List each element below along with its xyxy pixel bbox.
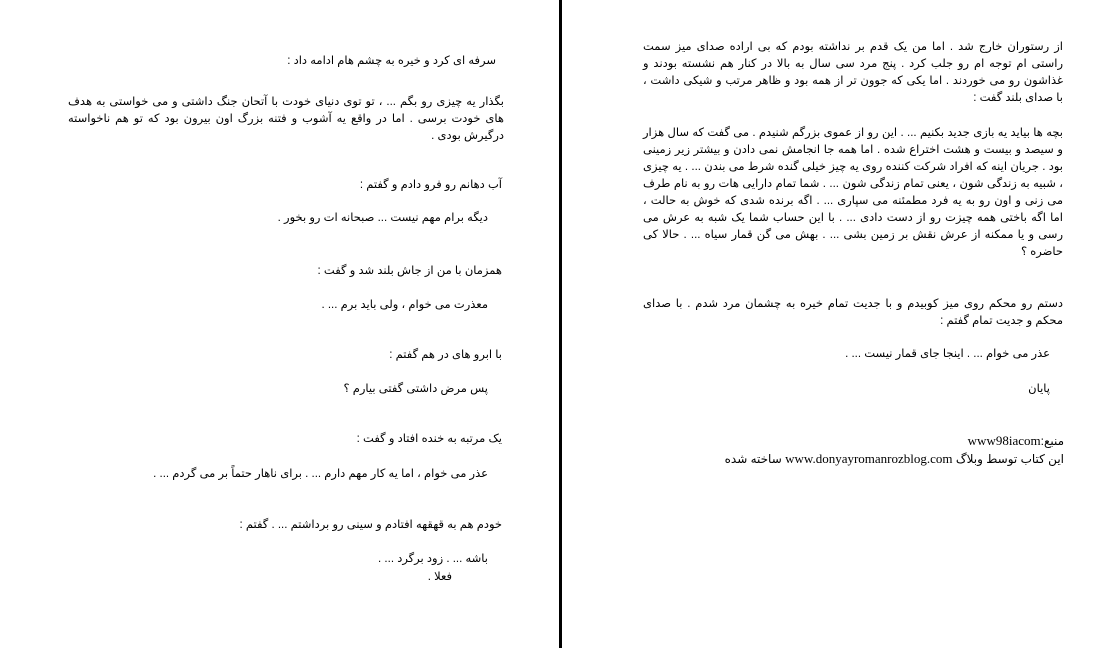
left-paragraph-5: همزمان با من از جاش بلند شد و گفت :: [317, 265, 502, 277]
left-paragraph-12: باشه ... . زود برگرد ... .: [378, 553, 488, 565]
left-paragraph-8: پس مرض داشتی گفتی بیارم ؟: [343, 383, 488, 395]
right-paragraph-4: عذر می خوام ... . اینجا جای قمار نیست ... .: [845, 348, 1050, 360]
left-paragraph-13: فعلا .: [427, 571, 452, 583]
left-paragraph-3: آب دهانم رو فرو دادم و گفتم :: [359, 179, 502, 191]
left-paragraph-9: یک مرتبه به خنده افتاد و گفت :: [356, 433, 502, 445]
right-paragraph-3: دستم رو محکم روی میز کوبیدم و با جدیت تمام خیره به چشمان مرد شدم . با صدای محکم و جدیت تمام گفتم :: [643, 298, 1063, 327]
left-paragraph-6: معذرت می خوام ، ولی باید برم ... .: [321, 299, 488, 311]
right-paragraph-5: پایان: [1028, 383, 1050, 395]
left-paragraph-11: خودم هم به قهقهه افتادم و سینی رو برداشتم ... . گفتم :: [239, 519, 502, 531]
credit-line: [662, 451, 1064, 467]
credit-prefix: این کتاب توسط وبلاگ: [955, 452, 1064, 466]
left-paragraph-1: سرفه ای کرد و خیره به چشم هام ادامه داد :: [287, 55, 496, 67]
right-page: [562, 0, 1099, 648]
credit-site-link[interactable]: www.donyayromanrozblog.com: [785, 451, 953, 466]
right-paragraph-2: بچه ها بیاید یه بازی جدید بکنیم ... . این رو از عموی بزرگم شنیدم . می گفت که سال هزار و سیصد و بیست و هشت اختراع شده . اما همه جا انجامش نمی دادن و بیشتر زیر زمینی بود . جریان اینه که افراد شرکت کننده روی یه چیز خیلی گنده شرط می بندن ... . یه چیزی ، شبیه به زندگی شون ، یعنی تمام زندگی شون ... . شما تمام دارایی هات رو به نام طرف می زنی و اون رو به یه فرد مطمئنه می سپاری ... . اگه برنده شدی که خوش به حالت ، اما اگه باختی همه چیزت رو از دست دادی ... . با این حساب شما یک شبه به عرش می رسی و یا ممکنه از عرش نقش بر زمین بشی ... . بهش می گن قمار سیاه ... . حالا کی حاضره ؟: [643, 127, 1063, 258]
left-paragraph-2: بگذار یه چیزی رو بگم ... ، تو توی دنیای خودت با آتحان جنگ داشتی و می خواستی به هدف های خودت برسی . اما در واقع یه آشوب و فتنه بزرگ اون بیرون بود که تو هم ناخواسته درگیرش بودی .: [68, 96, 504, 142]
left-paragraph-4: دیگه برام مهم نیست ... صبحانه ات رو بخور .: [277, 212, 488, 224]
right-paragraph-1: از رستوران خارج شد . اما من یک قدم بر نداشته بودم که بی اراده صدای میز سمت راستی ام توجه ام رو جلب کرد . پنج مرد سی سال به بالا در کنار هم نشسته بودند و غذاشون رو می خوردند . اما یکی که جوون تر از همه بود و ظاهر مرتب و شیکی داشت ، با صدای بلند گفت :: [643, 41, 1063, 104]
credit-suffix: ساخته شده: [724, 452, 782, 466]
source-line: [762, 433, 1064, 449]
source-label: منبع:: [1040, 434, 1064, 448]
source-site-link[interactable]: www98iacom: [967, 433, 1041, 448]
left-paragraph-7: با ابرو های در هم گفتم :: [389, 349, 502, 361]
left-paragraph-10: عذر می خوام ، اما یه کار مهم دارم ... . برای ناهار حتماً بر می گردم ... .: [153, 468, 488, 480]
